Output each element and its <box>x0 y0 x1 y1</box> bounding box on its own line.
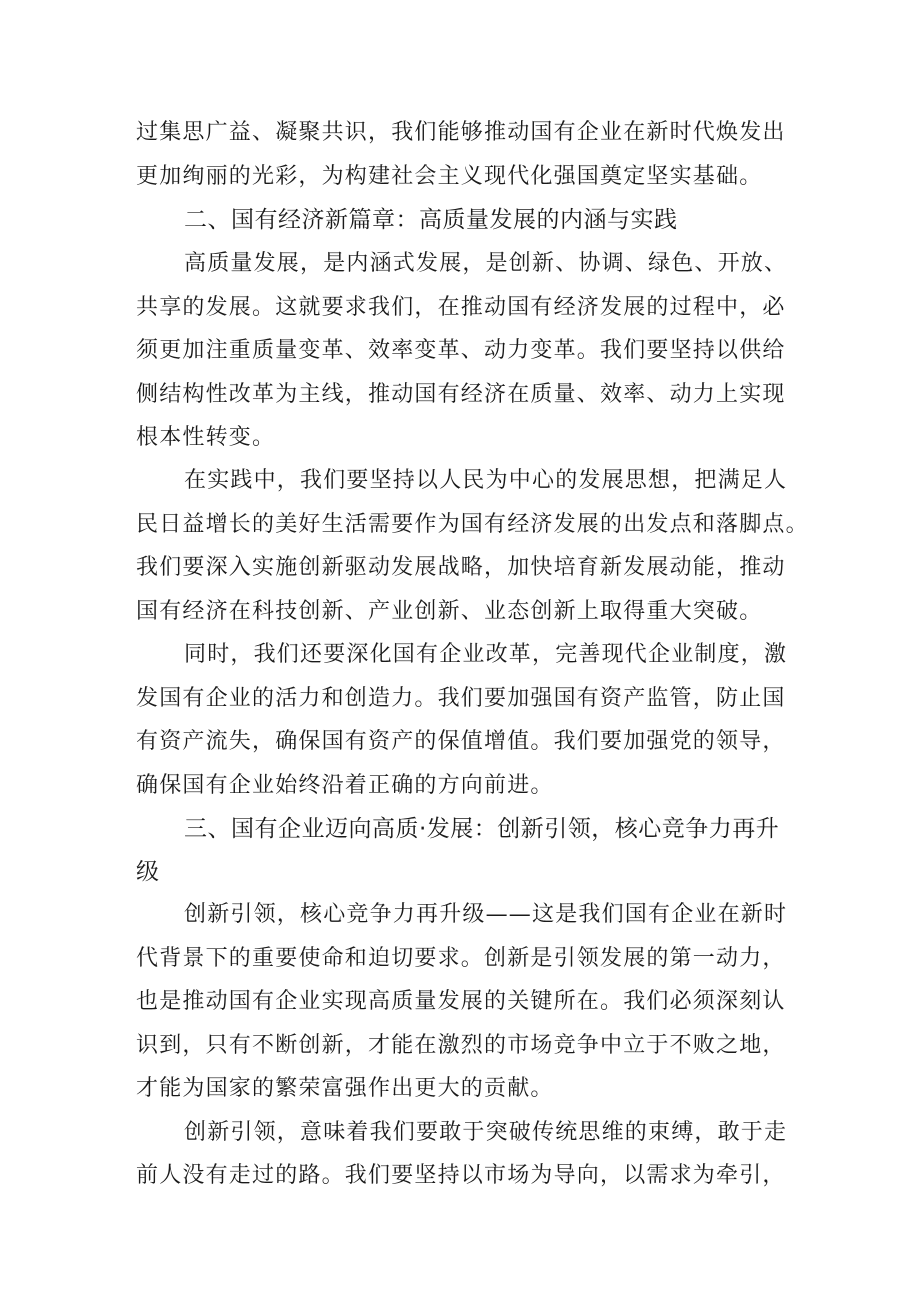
section-3-heading: 三、国有企业迈向高质·发展：创新引领，核心竞争力再升 <box>184 816 780 842</box>
text-line: 创新引领，核心竞争力再升级——这是我们国有企业在新时 <box>184 902 788 927</box>
section-2-heading: 二、国有经济新篇章：高质量发展的内涵与实践 <box>184 207 678 233</box>
text-line: 创新引领，意味着我们要敢于突破传统思维的束缚，敢于走 <box>184 1120 788 1145</box>
text-line: 共享的发展。这就要求我们，在推动国有经济发展的过程中，必 <box>136 295 786 320</box>
text-line: 国有经济在科技创新、产业创新、业态创新上取得重大突破。 <box>136 599 763 624</box>
text-line: 确保国有企业始终沿着正确的方向前进。 <box>136 773 554 798</box>
text-line: 更加绚丽的光彩，为构建社会主义现代化强国奠定坚实基础。 <box>136 164 763 189</box>
text-line: 前人没有走过的路。我们要坚持以市场为导向，以需求为牵引， <box>136 1163 786 1188</box>
text-line: 过集思广益、凝聚共识，我们能够推动国有企业在新时代焕发出 <box>136 120 786 145</box>
text-line: 侧结构性改革为主线，推动国有经济在质量、效率、动力上实现 <box>136 382 786 407</box>
text-line: 才能为国家的繁荣富强作出更大的贡献。 <box>136 1076 554 1101</box>
text-line: 我们要深入实施创新驱动发展战略，加快培育新发展动能，推动 <box>136 555 786 580</box>
text-line: 也是推动国有企业实现高质量发展的关键所在。我们必须深刻认 <box>136 989 786 1014</box>
text-line: 同时，我们还要深化国有企业改革，完善现代企业制度，激 <box>184 642 788 667</box>
text-line: 有资产流失，确保国有资产的保值增值。我们要加强党的领导， <box>136 729 786 754</box>
text-line: 代背景下的重要使命和迫切要求。创新是引领发展的第一动力， <box>136 946 786 971</box>
text-line: 须更加注重质量变革、效率变革、动力变革。我们要坚持以供给 <box>136 338 786 363</box>
text-line: 发国有企业的活力和创造力。我们要加强国有资产监管，防止国 <box>136 686 786 711</box>
section-3-heading-continued: 级 <box>136 859 160 885</box>
text-line: 识到，只有不断创新，才能在激烈的市场竞争中立于不败之地， <box>136 1033 786 1058</box>
text-line: 高质量发展，是内涵式发展，是创新、协调、绿色、开放、 <box>184 251 788 276</box>
text-line: 民日益增长的美好生活需要作为国有经济发展的出发点和落脚点。 <box>136 512 809 537</box>
text-line: 根本性转变。 <box>136 425 276 450</box>
text-line: 在实践中，我们要坚持以人民为中心的发展思想，把满足人 <box>184 468 788 493</box>
